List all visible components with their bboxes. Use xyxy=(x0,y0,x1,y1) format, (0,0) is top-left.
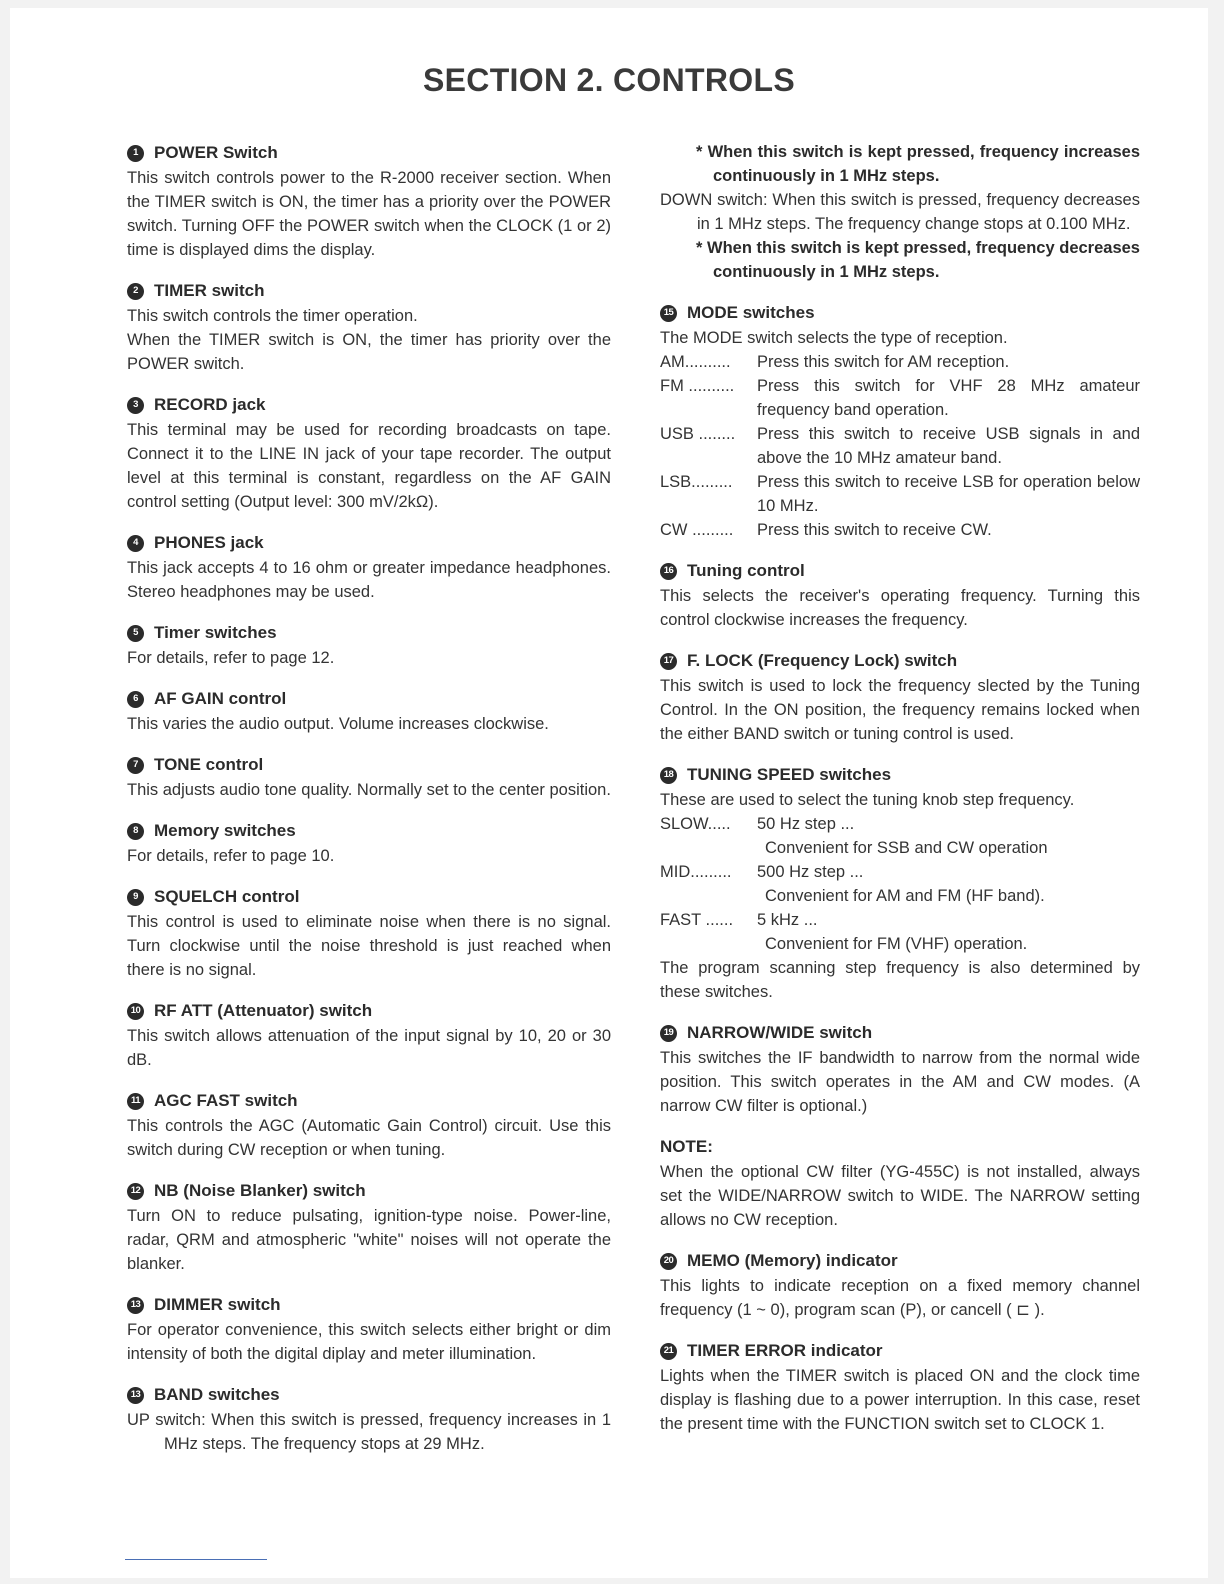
item-number-badge: 6 xyxy=(127,691,144,708)
mode-description: Press this switch to receive LSB for operation below 10 MHz. xyxy=(757,473,1140,515)
section-f-lock-switch xyxy=(660,648,1140,746)
section-heading: AGC FAST switch xyxy=(154,1091,298,1110)
item-number-badge: 11 xyxy=(127,1093,144,1110)
section-body: This switch is used to lock the frequency slected by the Tuning Control. In the ON position, the frequency remains locked when the either BAND switch or tuning control is used. xyxy=(660,677,1140,743)
note-heading: NOTE: xyxy=(660,1137,713,1156)
section-af-gain-control xyxy=(127,686,611,736)
speed-usage: Convenient for FM (VHF) operation. xyxy=(765,935,1028,953)
section-body: For details, refer to page 10. xyxy=(127,847,335,865)
speed-key: MID......... xyxy=(660,863,732,881)
section-body: This controls the AGC (Automatic Gain Control) circuit. Use this switch during CW reception or when tuning. xyxy=(127,1117,611,1159)
section-phones-jack xyxy=(127,530,611,604)
section-body: These are used to select the tuning knob step frequency. xyxy=(660,791,1075,809)
manual-page xyxy=(10,8,1208,1578)
section-heading: MODE switches xyxy=(687,303,815,322)
section-tuning-control xyxy=(660,558,1140,632)
item-number-badge: 19 xyxy=(660,1025,677,1042)
footer-rule xyxy=(125,1559,267,1560)
mode-key: FM .......... xyxy=(660,377,735,395)
section-body: This jack accepts 4 to 16 ohm or greater impedance headphones. Stereo headphones may be used. xyxy=(127,559,611,601)
item-number-badge: 13 xyxy=(127,1297,144,1314)
item-number-badge: 10 xyxy=(127,1003,144,1020)
item-number-badge: 15 xyxy=(660,305,677,322)
section-rf-att-switch xyxy=(127,998,611,1072)
section-record-jack xyxy=(127,392,611,514)
speed-step: 500 Hz step ... xyxy=(757,863,864,881)
section-body: For details, refer to page 12. xyxy=(127,649,335,667)
section-heading: TUNING SPEED switches xyxy=(687,765,892,784)
section-body: The MODE switch selects the type of reception. xyxy=(660,329,1008,347)
section-nb-switch xyxy=(127,1178,611,1276)
mode-key: AM.......... xyxy=(660,353,731,371)
section-heading: POWER Switch xyxy=(154,143,278,162)
mode-row xyxy=(660,350,1140,374)
item-number-badge: 4 xyxy=(127,535,144,552)
item-number-badge: 17 xyxy=(660,653,677,670)
left-column xyxy=(127,140,611,1472)
speed-row xyxy=(660,908,1140,932)
section-dimmer-switch xyxy=(127,1292,611,1366)
speed-row xyxy=(660,812,1140,836)
mode-description: Press this switch to receive USB signals in and above the 10 MHz amateur band. xyxy=(757,425,1140,467)
section-heading: DIMMER switch xyxy=(154,1295,281,1314)
section-heading: MEMO (Memory) indicator xyxy=(687,1251,898,1270)
speed-row xyxy=(660,860,1140,884)
section-timer-error-indicator xyxy=(660,1338,1140,1436)
section-body: This switch controls the timer operation. xyxy=(127,307,418,325)
speed-step: 5 kHz ... xyxy=(757,911,818,929)
page-title: SECTION 2. CONTROLS xyxy=(423,62,795,98)
item-number-badge: 8 xyxy=(127,823,144,840)
section-body: This terminal may be used for recording broadcasts on tape. Connect it to the LINE IN jack of your tape recorder. The output level at this terminal is constant, regardless on the AF GAIN control setting (Output level: 300 mV/2kΩ). xyxy=(127,421,611,511)
note-body: When the optional CW filter (YG-455C) is not installed, always set the WIDE/NARROW switch to WIDE. The NARROW setting allows no CW reception. xyxy=(660,1163,1140,1229)
section-squelch-control xyxy=(127,884,611,982)
mode-row xyxy=(660,422,1140,470)
band-up-description: UP switch: When this switch is pressed, frequency increases in 1 MHz steps. The frequency stops at 29 MHz. xyxy=(127,1411,611,1453)
section-heading: F. LOCK (Frequency Lock) switch xyxy=(687,651,958,670)
section-heading: TONE control xyxy=(154,755,264,774)
section-body: This adjusts audio tone quality. Normally set to the center position. xyxy=(127,781,611,799)
band-down-note: * When this switch is kept pressed, frequency decreases continuously in 1 MHz steps. xyxy=(696,239,1140,281)
section-body: This control is used to eliminate noise when there is no signal. Turn clockwise until the noise threshold is just reached when there is no signal. xyxy=(127,913,611,979)
section-body: The program scanning step frequency is also determined by these switches. xyxy=(660,959,1140,1001)
section-body: Lights when the TIMER switch is placed ON and the clock time display is flashing due to a power interruption. In this case, reset the present time with the FUNCTION switch set to CLOCK 1. xyxy=(660,1367,1140,1433)
section-memo-indicator xyxy=(660,1248,1140,1322)
item-number-badge: 13 xyxy=(127,1387,144,1404)
section-heading: Memory switches xyxy=(154,821,296,840)
mode-key: CW ......... xyxy=(660,521,734,539)
section-body: This switches the IF bandwidth to narrow from the normal wide position. This switch operates in the AM and CW modes. (A narrow CW filter is optional.) xyxy=(660,1049,1140,1115)
section-agc-fast-switch xyxy=(127,1088,611,1162)
section-heading: NB (Noise Blanker) switch xyxy=(154,1181,366,1200)
item-number-badge: 5 xyxy=(127,625,144,642)
speed-step: 50 Hz step ... xyxy=(757,815,855,833)
section-body: This varies the audio output. Volume increases clockwise. xyxy=(127,715,549,733)
section-heading: Tuning control xyxy=(687,561,805,580)
item-number-badge: 2 xyxy=(127,283,144,300)
section-mode-switches xyxy=(660,300,1140,542)
band-up-note: * When this switch is kept pressed, frequency increases continuously in 1 MHz steps. xyxy=(696,143,1140,185)
section-body: This lights to indicate reception on a fixed memory channel frequency (1 ~ 0), program scan (P), or cancell ( ⊏ ). xyxy=(660,1277,1140,1319)
section-heading: AF GAIN control xyxy=(154,689,287,708)
section-heading: TIMER switch xyxy=(154,281,265,300)
mode-description: Press this switch for VHF 28 MHz amateur frequency band operation. xyxy=(757,377,1140,419)
section-power-switch xyxy=(127,140,611,262)
section-body: For operator convenience, this switch selects either bright or dim intensity of both the digital diplay and meter illumination. xyxy=(127,1321,611,1363)
mode-row xyxy=(660,470,1140,518)
section-tuning-speed-switches xyxy=(660,762,1140,1004)
mode-row xyxy=(660,518,1140,542)
section-heading: PHONES jack xyxy=(154,533,264,552)
speed-key: SLOW..... xyxy=(660,815,731,833)
speed-usage: Convenient for AM and FM (HF band). xyxy=(765,887,1045,905)
section-body: Turn ON to reduce pulsating, ignition-type noise. Power-line, radar, QRM and atmospheric "white" noises will not operate the blanker. xyxy=(127,1207,611,1273)
section-note xyxy=(660,1134,1140,1232)
section-heading: RECORD jack xyxy=(154,395,266,414)
right-column xyxy=(660,140,1140,1452)
item-number-badge: 16 xyxy=(660,563,677,580)
section-memory-switches xyxy=(127,818,611,868)
section-band-switches-continued xyxy=(660,140,1140,284)
section-band-switches xyxy=(127,1382,611,1456)
section-heading: RF ATT (Attenuator) switch xyxy=(154,1001,373,1020)
section-body: When the TIMER switch is ON, the timer has priority over the POWER switch. xyxy=(127,331,611,373)
mode-key: USB ........ xyxy=(660,425,736,443)
section-heading: SQUELCH control xyxy=(154,887,300,906)
item-number-badge: 21 xyxy=(660,1343,677,1360)
section-heading: Timer switches xyxy=(154,623,277,642)
item-number-badge: 12 xyxy=(127,1183,144,1200)
item-number-badge: 9 xyxy=(127,889,144,906)
section-narrow-wide-switch xyxy=(660,1020,1140,1118)
mode-description: Press this switch for AM reception. xyxy=(757,353,1010,371)
mode-key: LSB......... xyxy=(660,473,733,491)
item-number-badge: 1 xyxy=(127,145,144,162)
item-number-badge: 7 xyxy=(127,757,144,774)
section-body: This switch controls power to the R-2000 receiver section. When the TIMER switch is ON, the timer has a priority over the POWER switch. Turning OFF the POWER switch when the CLOCK (1 or 2) time is displayed dims the display. xyxy=(127,169,611,259)
section-heading: BAND switches xyxy=(154,1385,280,1404)
section-body: This switch allows attenuation of the input signal by 10, 20 or 30 dB. xyxy=(127,1027,611,1069)
section-timer-switches xyxy=(127,620,611,670)
section-body: This selects the receiver's operating frequency. Turning this control clockwise increases the frequency. xyxy=(660,587,1140,629)
speed-usage: Convenient for SSB and CW operation xyxy=(765,839,1048,857)
item-number-badge: 18 xyxy=(660,767,677,784)
section-heading: TIMER ERROR indicator xyxy=(687,1341,883,1360)
section-timer-switch xyxy=(127,278,611,376)
speed-key: FAST ...... xyxy=(660,911,734,929)
mode-description: Press this switch to receive CW. xyxy=(757,521,992,539)
section-tone-control xyxy=(127,752,611,802)
section-heading: NARROW/WIDE switch xyxy=(687,1023,873,1042)
band-down-description: DOWN switch: When this switch is pressed, frequency decreases in 1 MHz steps. The frequency change stops at 0.100 MHz. xyxy=(660,191,1140,233)
item-number-badge: 20 xyxy=(660,1253,677,1270)
mode-row xyxy=(660,374,1140,422)
item-number-badge: 3 xyxy=(127,397,144,414)
